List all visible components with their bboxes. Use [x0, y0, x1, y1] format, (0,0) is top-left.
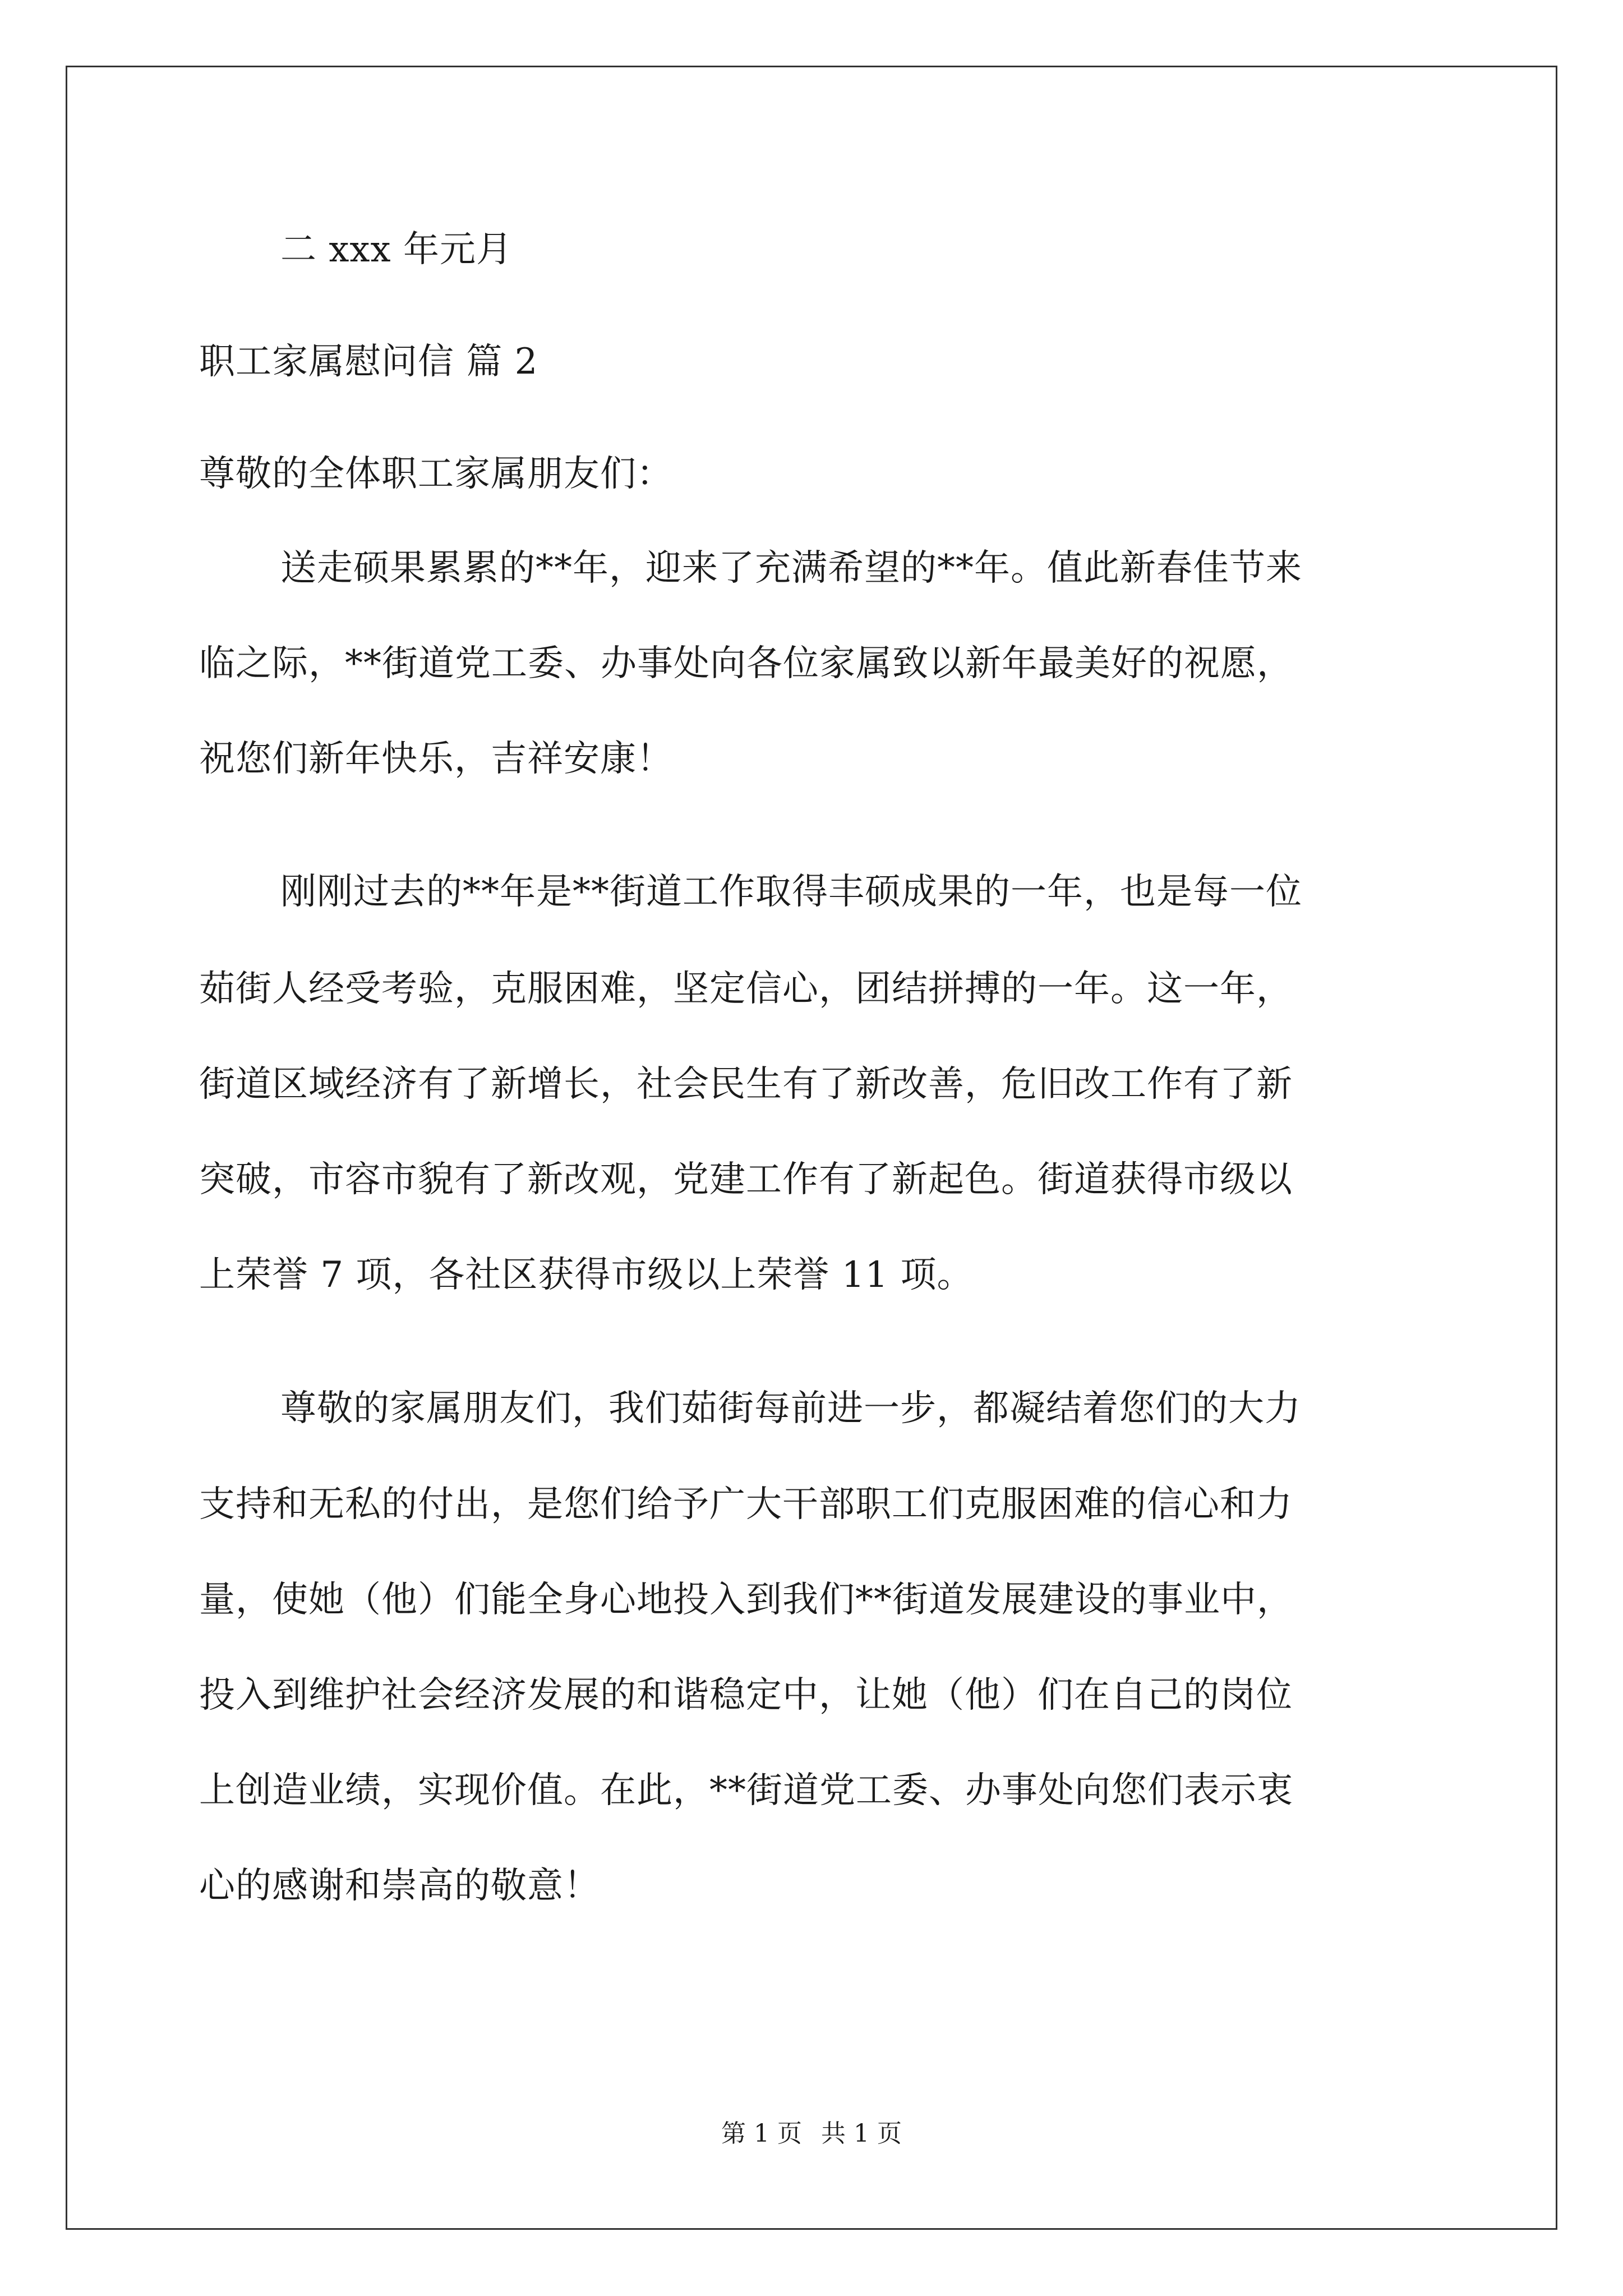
page-footer [0, 2117, 1623, 2151]
paragraph-line: 街道区域经济有了新增长，社会民生有了新改善，危旧改工作有了新 [199, 1064, 1293, 1105]
paragraph-line: 送走硕果累累的**年，迎来了充满希望的**年。值此新春佳节来 [280, 547, 1302, 589]
paragraph-line: 尊敬的家属朋友们，我们茹街每前进一步，都凝结着您们的大力 [280, 1388, 1301, 1429]
paragraph-line: 上创造业绩，实现价值。在此，**街道党工委、办事处向您们表示衷 [199, 1770, 1293, 1811]
paragraph-line: 量，使她（他）们能全身心地投入到我们**街道发展建设的事业中， [199, 1579, 1293, 1621]
paragraph-line: 突破，市容市貌有了新改观，党建工作有了新起色。街道获得市级以 [199, 1159, 1293, 1200]
paragraph-line: 刚刚过去的**年是**街道工作取得丰硕成果的一年，也是每一位 [280, 871, 1302, 913]
paragraph-line: 祝您们新年快乐，吉祥安康！ [199, 738, 673, 780]
paragraph-line: 心的感谢和崇高的敬意！ [199, 1865, 600, 1907]
salutation: 尊敬的全体职工家属朋友们： [199, 453, 673, 495]
paragraph-line: 茹街人经受考验，克服困难，坚定信心，团结拼搏的一年。这一年， [199, 968, 1293, 1010]
page-number: 第 1 页 [721, 2119, 802, 2148]
date-line: 二 xxx 年元月 [280, 229, 513, 270]
document-title: 职工家属慰问信 篇 2 [199, 341, 538, 383]
paragraph-line: 支持和无私的付出，是您们给予广大干部职工们克服困难的信心和力 [199, 1484, 1293, 1525]
paragraph-line: 上荣誉 7 项，各社区获得市级以上荣誉 11 项。 [199, 1254, 974, 1296]
paragraph-line: 投入到维护社会经济发展的和谐稳定中，让她（他）们在自己的岗位 [199, 1674, 1293, 1716]
page-total: 共 1 页 [821, 2119, 902, 2148]
paragraph-line: 临之际，**街道党工委、办事处向各位家属致以新年最美好的祝愿， [199, 643, 1293, 684]
